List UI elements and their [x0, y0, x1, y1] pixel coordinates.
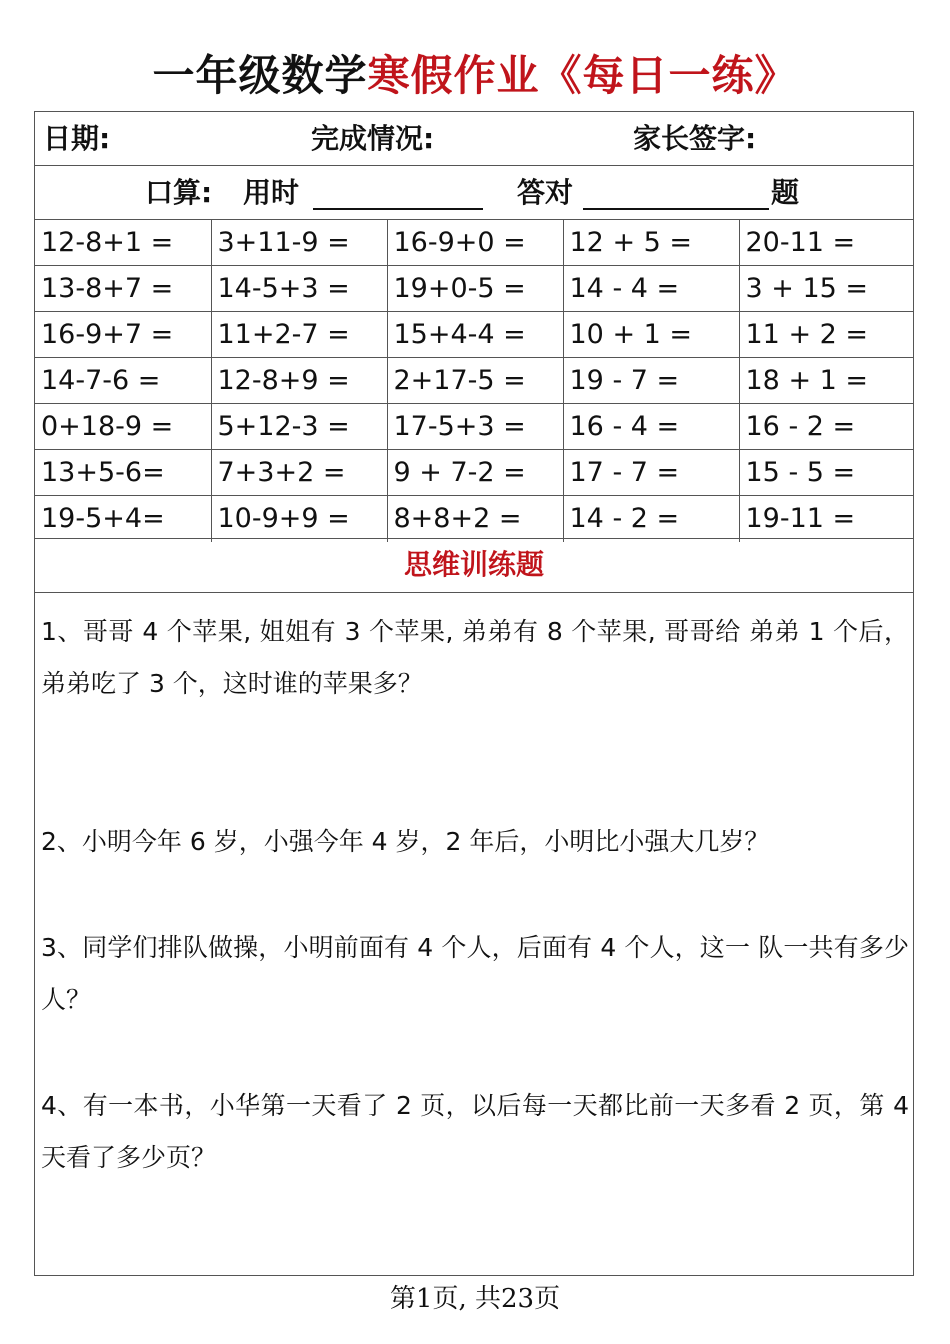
- correct-label: 答对: [517, 176, 574, 209]
- exercise-cell: 19 - 7 =: [563, 358, 739, 404]
- exercise-cell: 3+11-9 =: [211, 220, 387, 266]
- exercise-cell: 15 - 5 =: [739, 450, 913, 496]
- questions-label: 题: [771, 176, 800, 209]
- oral-calc-row: [35, 166, 913, 220]
- time-label: 用时: [243, 176, 300, 209]
- exercise-cell: 14 - 4 =: [563, 266, 739, 312]
- thinking-section-title: 思维训练题: [35, 539, 913, 593]
- exercise-cell: 9 + 7-2 =: [387, 450, 563, 496]
- title-red-part: 寒假作业《每日一练》: [367, 51, 798, 100]
- table-row: [35, 450, 913, 496]
- date-label: 日期:: [43, 122, 111, 155]
- exercise-cell: 2+17-5 =: [387, 358, 563, 404]
- exercise-cell: 0+18-9 =: [35, 404, 211, 450]
- exercise-cell: 13-8+7 =: [35, 266, 211, 312]
- exercise-cell: 10 + 1 =: [563, 312, 739, 358]
- page-number: 第1页, 共23页: [389, 1284, 561, 1314]
- table-row: [35, 496, 913, 542]
- info-row: [35, 112, 913, 166]
- exercise-cell: 14-7-6 =: [35, 358, 211, 404]
- exercise-cell: 19+0-5 =: [387, 266, 563, 312]
- exercise-cell: 10-9+9 =: [211, 496, 387, 542]
- table-row: [35, 266, 913, 312]
- table-row: [35, 404, 913, 450]
- table-row: [35, 358, 913, 404]
- exercise-cell: 12-8+9 =: [211, 358, 387, 404]
- problem-1: 1、哥哥 4 个苹果, 姐姐有 3 个苹果, 弟弟有 8 个苹果, 哥哥给 弟弟 1 个后，弟弟吃了 3 个，这时谁的苹果多？: [41, 617, 909, 698]
- exercise-cell: 16 - 2 =: [739, 404, 913, 450]
- exercise-cell: 17 - 7 =: [563, 450, 739, 496]
- exercise-cell: 8+8+2 =: [387, 496, 563, 542]
- exercise-cell: 16-9+7 =: [35, 312, 211, 358]
- problem-2: 2、小明今年 6 岁，小强今年 4 岁，2 年后，小明比小强大几岁？: [41, 827, 770, 856]
- exercise-cell: 19-11 =: [745, 503, 856, 535]
- exercise-cell: 14-5+3 =: [211, 266, 387, 312]
- exercise-cell: 12 + 5 =: [563, 220, 739, 266]
- table-row: [35, 220, 913, 266]
- exercise-cell: 19-5+4=: [35, 496, 211, 542]
- correct-blank[interactable]: [583, 208, 769, 210]
- exercise-cell: 17-5+3 =: [387, 404, 563, 450]
- exercise-cell: 5+12-3 =: [211, 404, 387, 450]
- exercise-grid: [35, 220, 913, 539]
- oral-calc-label: 口算:: [145, 176, 213, 209]
- title-black-part: 一年级数学: [152, 51, 368, 100]
- parent-signature-label: 家长签字:: [633, 122, 757, 155]
- exercise-cell: 15+4-4 =: [387, 312, 563, 358]
- page-title: [0, 46, 950, 106]
- problem-3: 3、同学们排队做操，小明前面有 4 个人，后面有 4 个人，这一 队一共有多少人？: [41, 933, 909, 1014]
- exercise-cell: 12-8+1 =: [35, 220, 211, 266]
- worksheet: [34, 111, 914, 1276]
- exercise-cell: 20-11 =: [739, 220, 913, 266]
- exercise-table: [35, 220, 913, 542]
- exercise-cell: 16 - 4 =: [563, 404, 739, 450]
- exercise-cell: 13+5-6=: [35, 450, 211, 496]
- problem-4: 4、有一本书，小华第一天看了 2 页，以后每一天都比前一天多看 2 页，第 4 天看了多少页？: [41, 1091, 909, 1172]
- exercise-cell: 7+3+2 =: [211, 450, 387, 496]
- time-blank[interactable]: [313, 208, 483, 210]
- exercise-cell: 16-9+0 =: [387, 220, 563, 266]
- exercise-cell: 3 + 15 =: [739, 266, 913, 312]
- exercise-cell: 11 + 2 =: [739, 312, 913, 358]
- exercise-cell: 14 - 2 =: [563, 496, 739, 542]
- completion-label: 完成情况:: [311, 122, 435, 155]
- exercise-cell: 18 + 1 =: [739, 358, 913, 404]
- exercise-cell: 11+2-7 =: [211, 312, 387, 358]
- table-row: [35, 312, 913, 358]
